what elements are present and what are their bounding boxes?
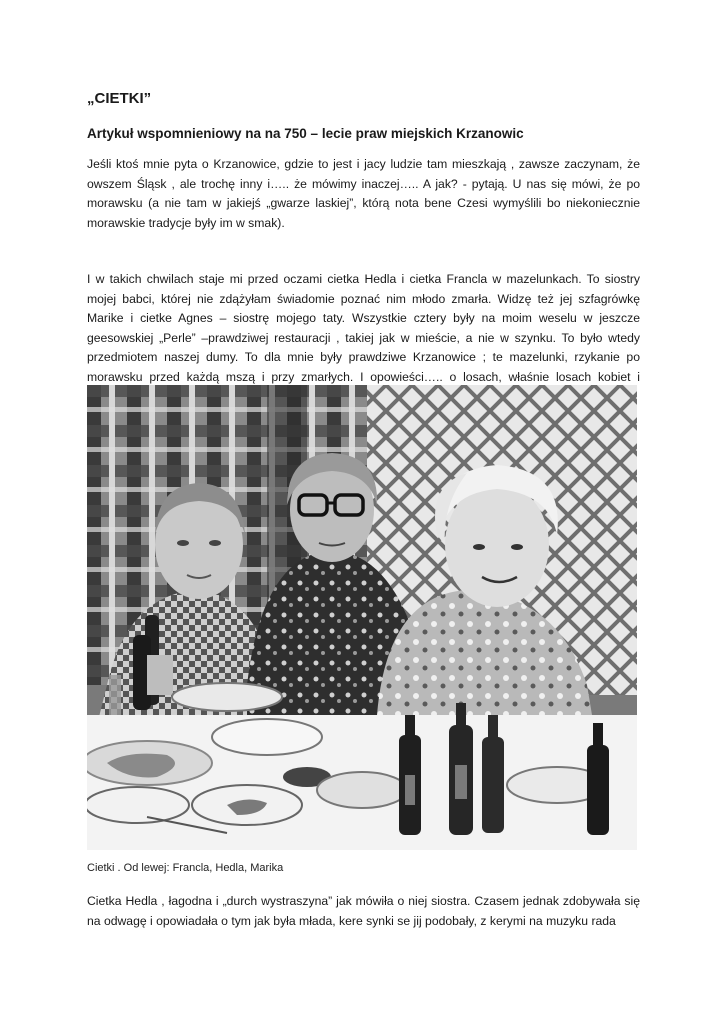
document-subtitle: Artykuł wspomnieniowy na na 750 – lecie praw miejskich Krzanowic [87, 126, 524, 141]
photo-caption: Cietki . Od lewej: Francla, Hedla, Marika [87, 862, 284, 874]
paragraph-3: Cietka Hedla , łagodna i „durch wystraszyna” jak mówiła o niej siostra. Czasem jednak zdobywała się na odwagę i opowiadała o tym jak była młada, kere synki se jij podobały, z kerymi na muzyku rada [87, 894, 640, 928]
document-title: „CIETKI” [87, 90, 152, 107]
photo-three-women [87, 385, 637, 850]
paragraph-1: Jeśli ktoś mnie pyta o Krzanowice, gdzie to jest i jacy ludzie tam mieszkają , zawsze zaczynam, że owszem Śląsk , ale trochę inny i….. że mówimy inaczej….. A jak? - pytają. U nas się mówi, że po morawsku (a nie tam w jakiejś „gwarze laskiej”, którą nota bene Czesi wymyślili bo niekoniecznie morawskie tradycje były im w smak). [87, 157, 640, 230]
paragraph-2: I w takich chwilach staje mi przed oczami cietka Hedla i cietka Francla w mazelunkach. To siostry mojej babci, której nie zdążyłam świadomie poznać nim młodo zmarła. Widzę też jej szfagrówkę Marike i cietke Agnes – siostrę mojego taty. Wszystkie cztery były na moim weselu w jeszcze geesowskiej „Perle” –prawdziwej restauracji , takiej jak w mieście, a nie w szynku. To było wtedy przedmiotem naszej dumy. To dla mnie były prawdziwe Krzanowice ; te mazelunki, rzykanie po morawsku przed każdą mszą i przy zmarłych. I opowieści….. o losach, właśnie losach kobiet i [87, 272, 640, 384]
